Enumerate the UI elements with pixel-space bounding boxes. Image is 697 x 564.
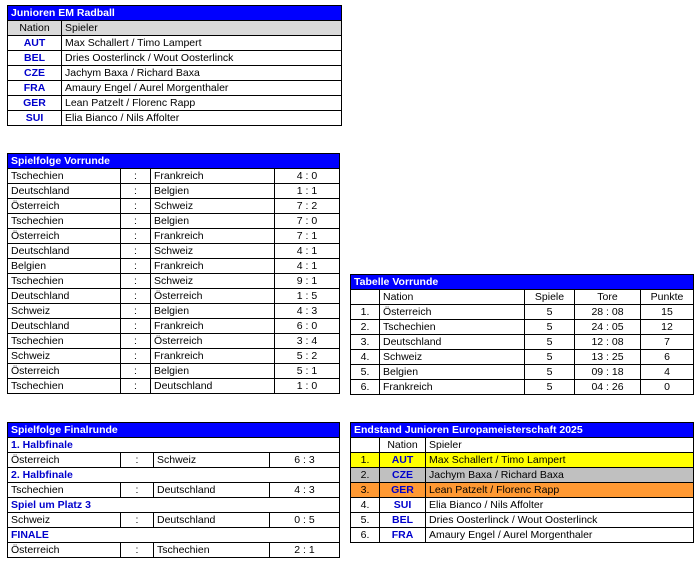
- goals: 09 : 18: [575, 365, 641, 380]
- rank: 5.: [351, 365, 380, 380]
- rank: 2.: [351, 320, 380, 335]
- table-row: [8, 543, 340, 558]
- separator: :: [121, 349, 151, 364]
- table-row: [8, 319, 340, 334]
- nation: Belgien: [380, 365, 525, 380]
- table-row: [8, 51, 342, 66]
- score: 6 : 3: [270, 453, 340, 468]
- separator: :: [121, 483, 154, 498]
- away-team: Frankreich: [151, 259, 275, 274]
- standings-header-games: Spiele: [525, 290, 575, 305]
- rank: 4.: [351, 350, 380, 365]
- table-row: [8, 349, 340, 364]
- points: 15: [641, 305, 694, 320]
- separator: :: [121, 379, 151, 394]
- rank: 3.: [351, 483, 380, 498]
- rank: 6.: [351, 380, 380, 395]
- nation-code: CZE: [8, 66, 62, 81]
- goals: 13 : 25: [575, 350, 641, 365]
- table-row: [351, 528, 694, 543]
- table-row: [8, 96, 342, 111]
- separator: :: [121, 453, 154, 468]
- points: 4: [641, 365, 694, 380]
- final-header-nation: Nation: [380, 438, 426, 453]
- games: 5: [525, 335, 575, 350]
- rank: 1.: [351, 453, 380, 468]
- separator: :: [121, 199, 151, 214]
- teams-header-nation: Nation: [8, 21, 62, 36]
- away-team: Belgien: [151, 304, 275, 319]
- away-team: Belgien: [151, 364, 275, 379]
- table-row: [8, 513, 340, 528]
- separator: :: [121, 229, 151, 244]
- separator: :: [121, 543, 154, 558]
- away-team: Österreich: [151, 334, 275, 349]
- table-row: [8, 111, 342, 126]
- separator: :: [121, 334, 151, 349]
- away-team: Frankreich: [151, 169, 275, 184]
- score: 2 : 1: [270, 543, 340, 558]
- nation-code: BEL: [380, 513, 426, 528]
- points: 0: [641, 380, 694, 395]
- table-row: [8, 259, 340, 274]
- table-row: [8, 184, 340, 199]
- away-team: Schweiz: [151, 244, 275, 259]
- table-row: [351, 305, 694, 320]
- home-team: Deutschland: [8, 244, 121, 259]
- separator: :: [121, 259, 151, 274]
- away-team: Frankreich: [151, 349, 275, 364]
- table-row: [8, 214, 340, 229]
- away-team: Schweiz: [154, 453, 270, 468]
- rank: 5.: [351, 513, 380, 528]
- players: Max Schallert / Timo Lampert: [62, 36, 342, 51]
- games: 5: [525, 305, 575, 320]
- players: Lean Patzelt / Florenc Rapp: [62, 96, 342, 111]
- prelim-title: Spielfolge Vorrunde: [8, 154, 340, 169]
- table-row: [8, 199, 340, 214]
- score: 4 : 1: [275, 259, 340, 274]
- finals-title: Spielfolge Finalrunde: [8, 423, 340, 438]
- table-row: [8, 274, 340, 289]
- table-row: [351, 335, 694, 350]
- home-team: Tschechien: [8, 379, 121, 394]
- score: 7 : 2: [275, 199, 340, 214]
- table-row: [8, 453, 340, 468]
- teams-title: Junioren EM Radball: [8, 6, 342, 21]
- score: 0 : 5: [270, 513, 340, 528]
- final-header-players: Spieler: [426, 438, 694, 453]
- score: 7 : 0: [275, 214, 340, 229]
- separator: :: [121, 184, 151, 199]
- rank: 4.: [351, 498, 380, 513]
- players: Lean Patzelt / Florenc Rapp: [426, 483, 694, 498]
- separator: :: [121, 214, 151, 229]
- table-row: [351, 483, 694, 498]
- standings-header-goals: Tore: [575, 290, 641, 305]
- score: 6 : 0: [275, 319, 340, 334]
- nation: Tschechien: [380, 320, 525, 335]
- finals-table: [7, 422, 340, 558]
- home-team: Belgien: [8, 259, 121, 274]
- round-label: FINALE: [8, 528, 340, 543]
- away-team: Belgien: [151, 184, 275, 199]
- nation-code: CZE: [380, 468, 426, 483]
- away-team: Deutschland: [154, 513, 270, 528]
- goals: 04 : 26: [575, 380, 641, 395]
- score: 5 : 1: [275, 364, 340, 379]
- home-team: Deutschland: [8, 184, 121, 199]
- round-label: 2. Halbfinale: [8, 468, 340, 483]
- goals: 12 : 08: [575, 335, 641, 350]
- table-row: [351, 350, 694, 365]
- rank: 6.: [351, 528, 380, 543]
- standings-title: Tabelle Vorrunde: [351, 275, 694, 290]
- home-team: Österreich: [8, 199, 121, 214]
- table-row: [8, 379, 340, 394]
- score: 1 : 5: [275, 289, 340, 304]
- score: 4 : 3: [275, 304, 340, 319]
- table-row: [8, 334, 340, 349]
- points: 12: [641, 320, 694, 335]
- table-row: [351, 468, 694, 483]
- table-row: [351, 320, 694, 335]
- separator: :: [121, 169, 151, 184]
- score: 7 : 1: [275, 229, 340, 244]
- nation-code: BEL: [8, 51, 62, 66]
- score: 4 : 0: [275, 169, 340, 184]
- away-team: Belgien: [151, 214, 275, 229]
- teams-table: [7, 5, 342, 126]
- score: 4 : 3: [270, 483, 340, 498]
- games: 5: [525, 350, 575, 365]
- separator: :: [121, 289, 151, 304]
- players: Dries Oosterlinck / Wout Oosterlinck: [62, 51, 342, 66]
- home-team: Schweiz: [8, 304, 121, 319]
- home-team: Österreich: [8, 229, 121, 244]
- home-team: Schweiz: [8, 513, 121, 528]
- players: Amaury Engel / Aurel Morgenthaler: [62, 81, 342, 96]
- nation-code: GER: [380, 483, 426, 498]
- rank: 2.: [351, 468, 380, 483]
- nation: Schweiz: [380, 350, 525, 365]
- home-team: Schweiz: [8, 349, 121, 364]
- nation-code: SUI: [8, 111, 62, 126]
- nation: Frankreich: [380, 380, 525, 395]
- players: Elia Bianco / Nils Affolter: [62, 111, 342, 126]
- home-team: Deutschland: [8, 319, 121, 334]
- players: Jachym Baxa / Richard Baxa: [426, 468, 694, 483]
- home-team: Tschechien: [8, 274, 121, 289]
- separator: :: [121, 364, 151, 379]
- standings-header-rank: [351, 290, 380, 305]
- points: 6: [641, 350, 694, 365]
- home-team: Österreich: [8, 543, 121, 558]
- players: Amaury Engel / Aurel Morgenthaler: [426, 528, 694, 543]
- table-row: [8, 66, 342, 81]
- home-team: Tschechien: [8, 334, 121, 349]
- separator: :: [121, 513, 154, 528]
- nation-code: FRA: [380, 528, 426, 543]
- home-team: Deutschland: [8, 289, 121, 304]
- prelim-games-table: [7, 153, 340, 394]
- nation-code: AUT: [8, 36, 62, 51]
- away-team: Österreich: [151, 289, 275, 304]
- standings-header-points: Punkte: [641, 290, 694, 305]
- nation-code: FRA: [8, 81, 62, 96]
- table-row: [351, 513, 694, 528]
- rank: 1.: [351, 305, 380, 320]
- standings-table: [350, 274, 694, 395]
- away-team: Schweiz: [151, 199, 275, 214]
- goals: 28 : 08: [575, 305, 641, 320]
- table-row: [8, 483, 340, 498]
- home-team: Tschechien: [8, 483, 121, 498]
- table-row: [351, 498, 694, 513]
- nation-code: AUT: [380, 453, 426, 468]
- score: 4 : 1: [275, 244, 340, 259]
- table-row: [8, 304, 340, 319]
- nation-code: SUI: [380, 498, 426, 513]
- away-team: Deutschland: [154, 483, 270, 498]
- score: 9 : 1: [275, 274, 340, 289]
- table-row: [8, 244, 340, 259]
- table-row: [8, 36, 342, 51]
- players: Max Schallert / Timo Lampert: [426, 453, 694, 468]
- away-team: Schweiz: [151, 274, 275, 289]
- table-row: [351, 453, 694, 468]
- players: Dries Oosterlinck / Wout Oosterlinck: [426, 513, 694, 528]
- table-row: [8, 289, 340, 304]
- players: Jachym Baxa / Richard Baxa: [62, 66, 342, 81]
- teams-header-players: Spieler: [62, 21, 342, 36]
- nation-code: GER: [8, 96, 62, 111]
- goals: 24 : 05: [575, 320, 641, 335]
- away-team: Tschechien: [154, 543, 270, 558]
- nation: Österreich: [380, 305, 525, 320]
- home-team: Österreich: [8, 453, 121, 468]
- table-row: [8, 81, 342, 96]
- round-label: Spiel um Platz 3: [8, 498, 340, 513]
- separator: :: [121, 304, 151, 319]
- final-header-rank: [351, 438, 380, 453]
- separator: :: [121, 274, 151, 289]
- standings-header-nation: Nation: [380, 290, 525, 305]
- table-row: [8, 364, 340, 379]
- separator: :: [121, 244, 151, 259]
- table-row: [8, 229, 340, 244]
- home-team: Österreich: [8, 364, 121, 379]
- round-label: 1. Halbfinale: [8, 438, 340, 453]
- score: 1 : 0: [275, 379, 340, 394]
- away-team: Frankreich: [151, 229, 275, 244]
- away-team: Frankreich: [151, 319, 275, 334]
- score: 5 : 2: [275, 349, 340, 364]
- separator: :: [121, 319, 151, 334]
- home-team: Tschechien: [8, 169, 121, 184]
- games: 5: [525, 365, 575, 380]
- final-standings-table: [350, 422, 694, 543]
- points: 7: [641, 335, 694, 350]
- home-team: Tschechien: [8, 214, 121, 229]
- away-team: Deutschland: [151, 379, 275, 394]
- score: 3 : 4: [275, 334, 340, 349]
- rank: 3.: [351, 335, 380, 350]
- table-row: [8, 169, 340, 184]
- table-row: [351, 380, 694, 395]
- table-row: [351, 365, 694, 380]
- players: Elia Bianco / Nils Affolter: [426, 498, 694, 513]
- final-standings-title: Endstand Junioren Europameisterschaft 2025: [351, 423, 694, 438]
- games: 5: [525, 320, 575, 335]
- games: 5: [525, 380, 575, 395]
- score: 1 : 1: [275, 184, 340, 199]
- nation: Deutschland: [380, 335, 525, 350]
